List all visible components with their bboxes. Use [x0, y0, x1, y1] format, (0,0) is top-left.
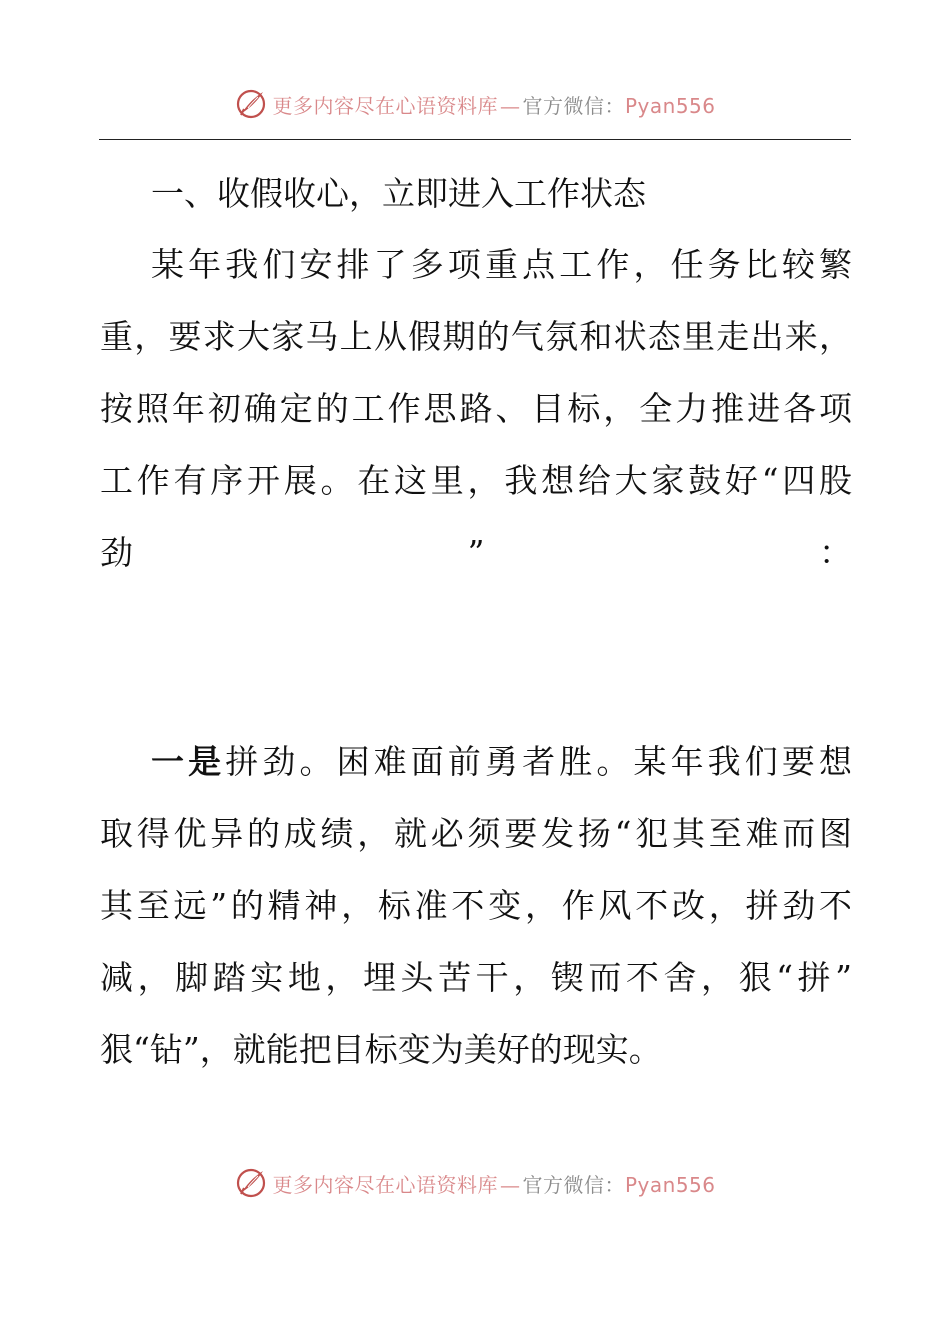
paragraph-line: 某年我们安排了多项重点工作，任务比较繁 — [151, 245, 852, 284]
banner-sub-text: 官方微信： — [522, 1172, 625, 1197]
paragraph-line: 其至远”的精神，标准不变，作风不改，拼劲不 — [100, 886, 852, 925]
paragraph-line: 工作有序开展。在这里，我想给大家鼓好“四股 — [100, 461, 852, 500]
quill-pen-logo-icon — [234, 87, 268, 121]
paragraph-line: 狠“钻”，就能把目标变为美好的现实。 — [100, 1030, 662, 1069]
line-part: ： — [819, 533, 852, 572]
banner-wechat-id: Pyan556 — [624, 93, 716, 118]
banner-main-text: 更多内容尽在心语资料库 — [272, 93, 498, 118]
paragraph-line: 减，脚踏实地，埋头苦干，锲而不舍，狠“拼” — [100, 958, 852, 997]
banner-main-text: 更多内容尽在心语资料库 — [272, 1172, 498, 1197]
banner-text — [272, 90, 715, 119]
banner-dash: — — [499, 1172, 521, 1197]
banner-text — [272, 1169, 715, 1198]
section-heading: 一、收假收心，立即进入工作状态 — [151, 174, 646, 213]
header-divider — [99, 139, 851, 140]
footer-banner — [0, 1163, 950, 1203]
line-part: ” — [467, 533, 485, 572]
line-part: 劲 — [100, 533, 133, 572]
banner-wechat-id: Pyan556 — [624, 1172, 716, 1197]
bold-lead-text: 一是 — [151, 742, 226, 781]
quill-pen-logo-icon — [234, 1166, 268, 1200]
paragraph-line: 取得优异的成绩，就必须要发扬“犯其至难而图 — [100, 814, 852, 853]
header-banner — [0, 84, 950, 124]
paragraph-line-text: 拼劲。困难面前勇者胜。某年我们要想 — [225, 742, 853, 781]
paragraph-line-gapped — [100, 517, 852, 589]
paragraph-line — [100, 726, 852, 798]
paragraph-1 — [100, 229, 852, 589]
paragraph-line: 按照年初确定的工作思路、目标，全力推进各项 — [100, 389, 852, 428]
paragraph-line: 重，要求大家马上从假期的气氛和状态里走出来， — [100, 317, 852, 356]
paragraph-2 — [100, 726, 852, 1086]
banner-sub-text: 官方微信： — [522, 93, 625, 118]
banner-dash: — — [499, 93, 521, 118]
